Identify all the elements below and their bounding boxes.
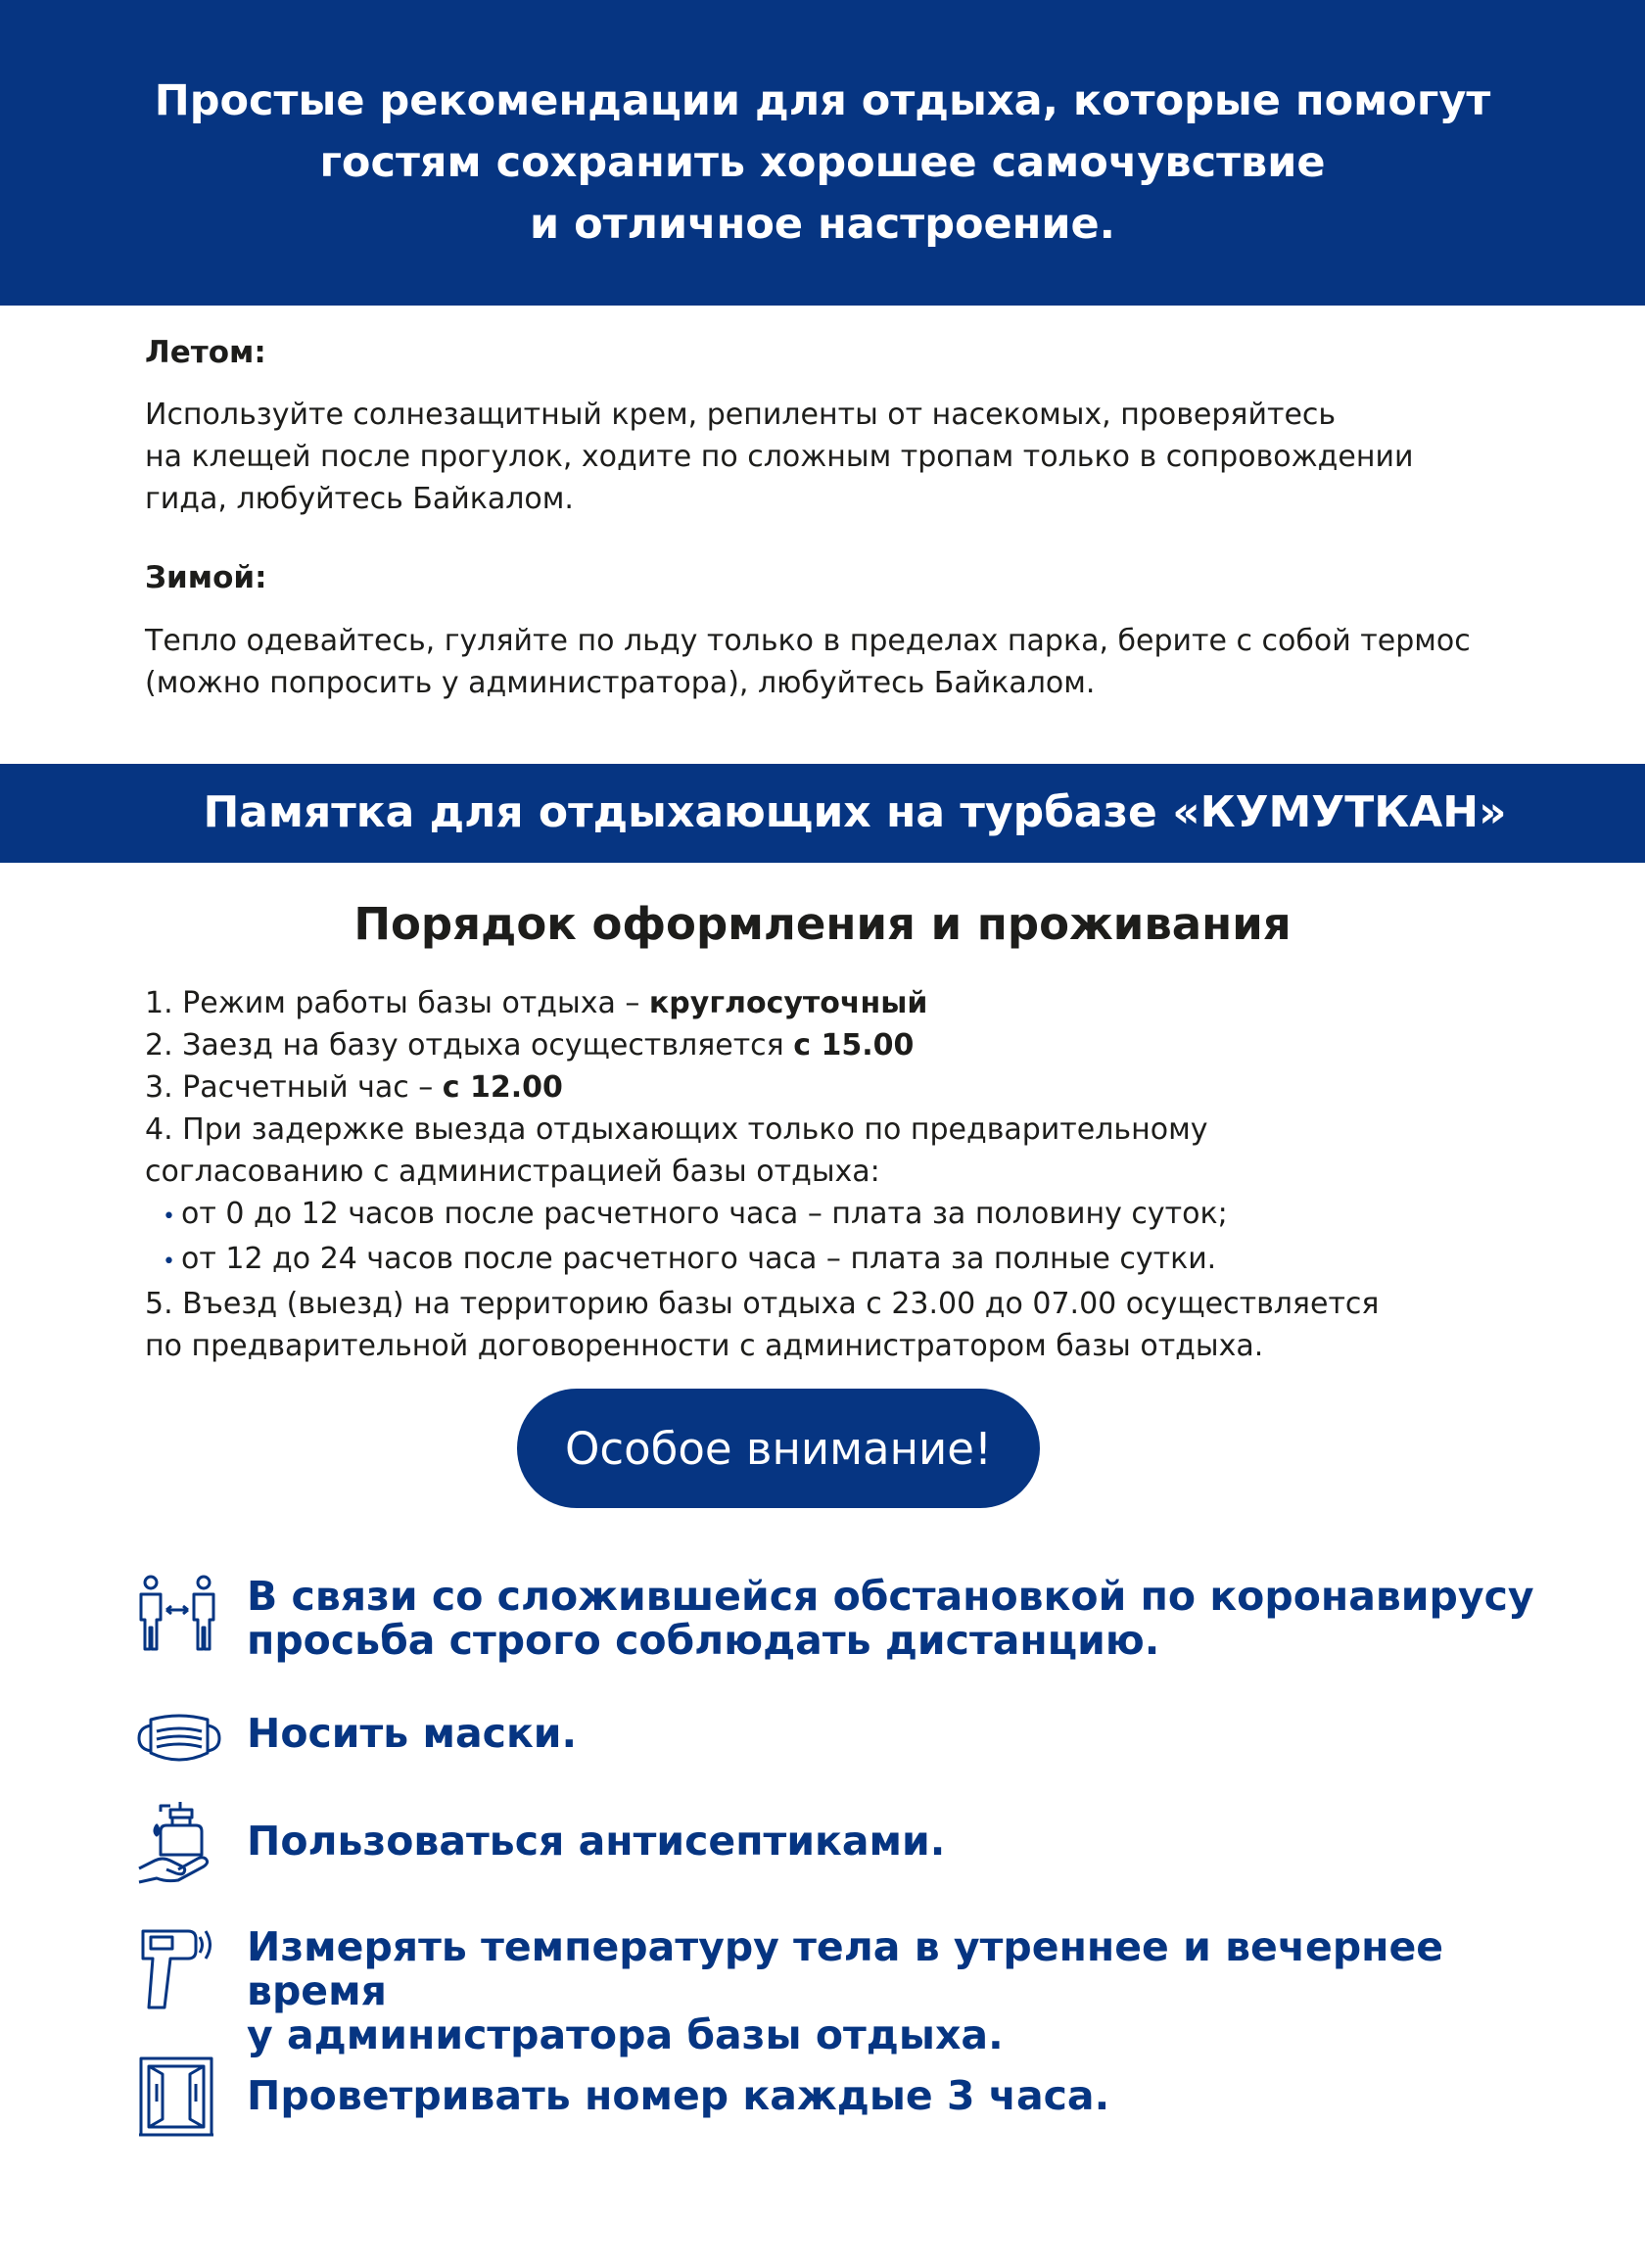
notice-ventilation-text: Проветривать номер каждые 3 часа.	[247, 2072, 1110, 2119]
notice-distance-text: В связи со сложившейся обстановкой по коронавирусу просьба строго соблюдать дистанцию.	[247, 1573, 1534, 1664]
social-distance-icon	[137, 1575, 217, 1653]
notice-mask-text: Носить маски.	[247, 1710, 578, 1757]
winter-text: Тепло одевайтесь, гуляйте по льду только в пределах парка, берите с собой термос (можно попросить у администратора), любуйтесь Байкалом.	[145, 624, 1471, 700]
memo-banner	[0, 764, 1645, 863]
header-title: Простые рекомендации для отдыха, которые помогут гостям сохранить хорошее самочувствие и отличное настроение.	[154, 76, 1491, 249]
bullet-icon: •	[163, 1205, 175, 1229]
notice-temperature-text: Измерять температуру тела в утреннее и вечернее время у администратора базы отдыха.	[247, 1923, 1444, 2058]
attention-badge	[517, 1389, 1040, 1508]
rule-subitem: • от 0 до 12 часов после расчетного часа – плата за половину суток;	[163, 1197, 1228, 1231]
window-icon	[137, 2056, 215, 2139]
face-mask-icon	[137, 1712, 221, 1765]
rule-item: 2. Заезд на базу отдыха осуществляется с 15.00	[145, 1028, 915, 1063]
memo-title: Памятка для отдыхающих на турбазе «КУМУТКАН»	[203, 787, 1507, 837]
bullet-icon: •	[163, 1250, 175, 1274]
notice-sanitizer-text: Пользоваться антисептиками.	[247, 1818, 946, 1865]
rule-item: 4. При задержке выезда отдыхающих только по предварительному согласованию с администрацией базы отдыха:	[145, 1112, 1208, 1189]
attention-label: Особое внимание!	[564, 1422, 993, 1475]
rules-list	[145, 982, 1535, 1367]
winter-heading: Зимой:	[145, 560, 267, 595]
hand-sanitizer-icon	[137, 1800, 219, 1886]
rule-subitem: • от 12 до 24 часов после расчетного часа – плата за полные сутки.	[163, 1242, 1217, 1276]
rules-title: Порядок оформления и проживания	[353, 898, 1292, 950]
summer-text: Используйте солнезащитный крем, репиленты от насекомых, проверяйтесь на клещей после прогулок, ходите по сложным тропам только в сопровождении гида, любуйтесь Байкалом.	[145, 398, 1414, 516]
rule-item: 3. Расчетный час – с 12.00	[145, 1070, 563, 1105]
thermometer-gun-icon	[137, 1925, 212, 2013]
header-banner	[0, 0, 1645, 306]
rule-item: 1. Режим работы базы отдыха – круглосуточный	[145, 986, 928, 1020]
summer-heading: Летом:	[145, 335, 266, 370]
rule-item: 5. Въезд (выезд) на территорию базы отдыха с 23.00 до 07.00 осуществляется по предварительной договоренности с администратором базы отдыха.	[145, 1287, 1380, 1363]
